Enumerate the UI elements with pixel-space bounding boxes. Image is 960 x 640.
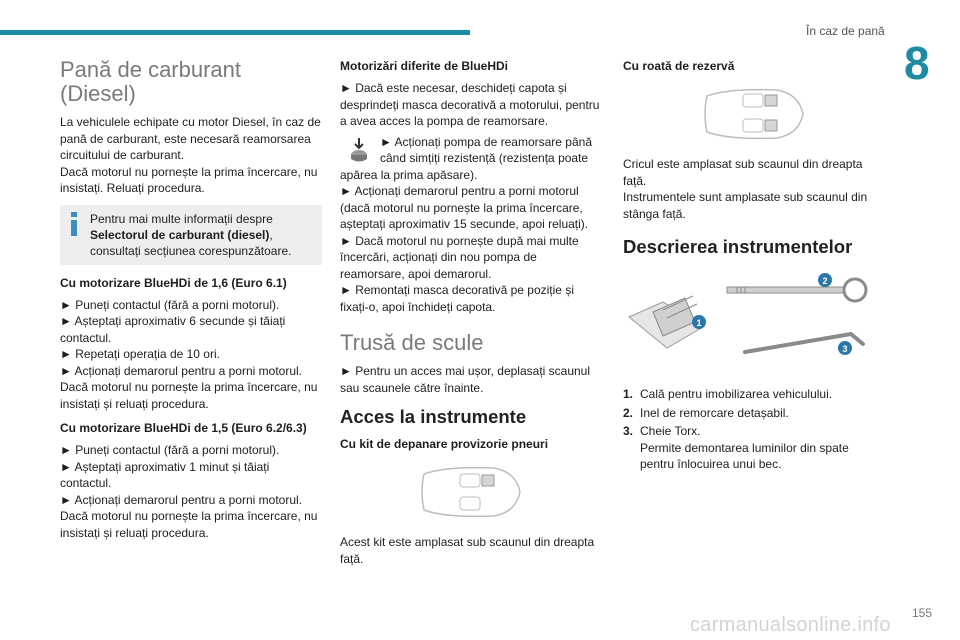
list-number: 2. xyxy=(623,405,634,420)
watermark: carmanualsonline.info xyxy=(690,614,891,636)
page-number: 155 xyxy=(912,606,933,620)
chapter-number: 8 xyxy=(904,37,930,89)
column-3 xyxy=(623,56,885,475)
tools-illustration xyxy=(623,272,873,372)
column-1 xyxy=(60,56,322,545)
section-title-access: Acces la instrumente xyxy=(340,406,527,427)
car-top-view-image xyxy=(699,82,809,146)
callout-1: 1 xyxy=(696,318,702,328)
paragraph-kit-location: Acest kit este amplasat sub scaunul din dreapta față. xyxy=(340,535,595,566)
info-text-pre: Pentru mai multe informații despre xyxy=(90,211,273,226)
top-accent-bar xyxy=(0,30,470,35)
subheading-bluehdi-15: Cu motorizare BlueHDi de 1,5 (Euro 6.2/6.3) xyxy=(60,421,307,435)
towing-eye-icon xyxy=(727,279,866,301)
info-text-post: , consultați secțiunea corespunzătoare. xyxy=(90,227,292,258)
section-title-tools-description: Descrierea instrumentelor xyxy=(623,236,853,257)
wheel-chock-icon xyxy=(629,296,703,348)
subheading-bluehdi-16: Cu motorizare BlueHDi de 1,6 (Euro 6.1) xyxy=(60,275,287,290)
section-title-toolkit: Trusă de scule xyxy=(340,330,484,355)
paragraph-move-seats: ► Pentru un acces mai ușor, deplasați scaunul sau scaunele către înainte. xyxy=(340,364,591,395)
list-text: Cală pentru imobilizarea vehiculului. xyxy=(640,387,833,401)
car-top-view-image xyxy=(416,460,526,524)
list-item xyxy=(623,405,885,422)
callout-3: 3 xyxy=(842,344,848,354)
subheading-non-bluehdi: Motorizări diferite de BlueHDi xyxy=(340,59,509,73)
list-item xyxy=(623,386,885,403)
intro-paragraph: La vehiculele echipate cu motor Diesel, în caz de pană de carburant, este necesară reamorsarea circuitului de carburant. Dacă motorul nu pornește la prima încercare, nu insistați. Reluați procedura. xyxy=(60,115,321,195)
section-header: În caz de pană xyxy=(806,24,885,38)
steps-bluehdi-16: ► Puneți contactul (fără a porni motorul). ► Așteptați aproximativ 6 secunde și tăiați contactul. ► Repetați operația de 10 ori. ► Acționați demarorul pentru a porni motorul. Dacă motorul nu pornește la prima încercare, nu insistați și reluați procedura. xyxy=(60,297,318,411)
paragraph-priming-steps: ► Acționați pompa de reamorsare până când simțiți rezistență (rezistența poate apărea la prima apăsare). ► Acționați demarorul pentru a porni motorul (dacă motorul nu pornește la prima încercare, așteptați aproximativ 15 secunde, apoi reluați). ► Dacă motorul nu pornește după mai multe încercări, acționați din nou pompa de reamorsare, apoi demarorul. ► Remontați masca decorativă pe poziție și fixați-o, apoi închideți capota. xyxy=(340,134,592,314)
paragraph-jack-location: Cricul este amplasat sub scaunul din dreapta față. Instrumentele sunt amplasate sub scaunul din stânga față. xyxy=(623,157,868,221)
column-2 xyxy=(340,56,602,571)
info-box xyxy=(60,205,322,265)
list-number: 3. xyxy=(623,424,634,438)
paragraph-open-hood: ► Dacă este necesar, deschideți capota și desprindeți masca decorativă a motorului, pentru a avea acces la pompa de reamorsare. xyxy=(340,81,600,128)
list-text: Cheie Torx. Permite demontarea luminilor din spate pentru înlocuirea unui bec. xyxy=(640,424,849,471)
list-number: 1. xyxy=(623,387,634,401)
subheading-repair-kit: Cu kit de depanare provizorie pneuri xyxy=(340,437,549,451)
info-text-bold: Selectorul de carburant (diesel) xyxy=(90,227,270,242)
subheading-spare-wheel: Cu roată de rezervă xyxy=(623,59,735,73)
callout-2: 2 xyxy=(822,276,828,286)
tools-list xyxy=(623,386,885,473)
info-icon xyxy=(68,211,80,237)
steps-bluehdi-15: ► Puneți contactul (fără a porni motorul). ► Așteptați aproximativ 1 minut și tăiați contactul. ► Acționați demarorul pentru a porni motorul. Dacă motorul nu pornește la prima încercare, nu insistați și reluați procedura. xyxy=(60,443,318,540)
list-text: Inel de remorcare detașabil. xyxy=(640,405,789,420)
priming-pump-icon xyxy=(346,136,372,164)
list-item xyxy=(623,423,885,473)
section-title-fuel: Pană de carburant (Diesel) xyxy=(60,57,242,106)
